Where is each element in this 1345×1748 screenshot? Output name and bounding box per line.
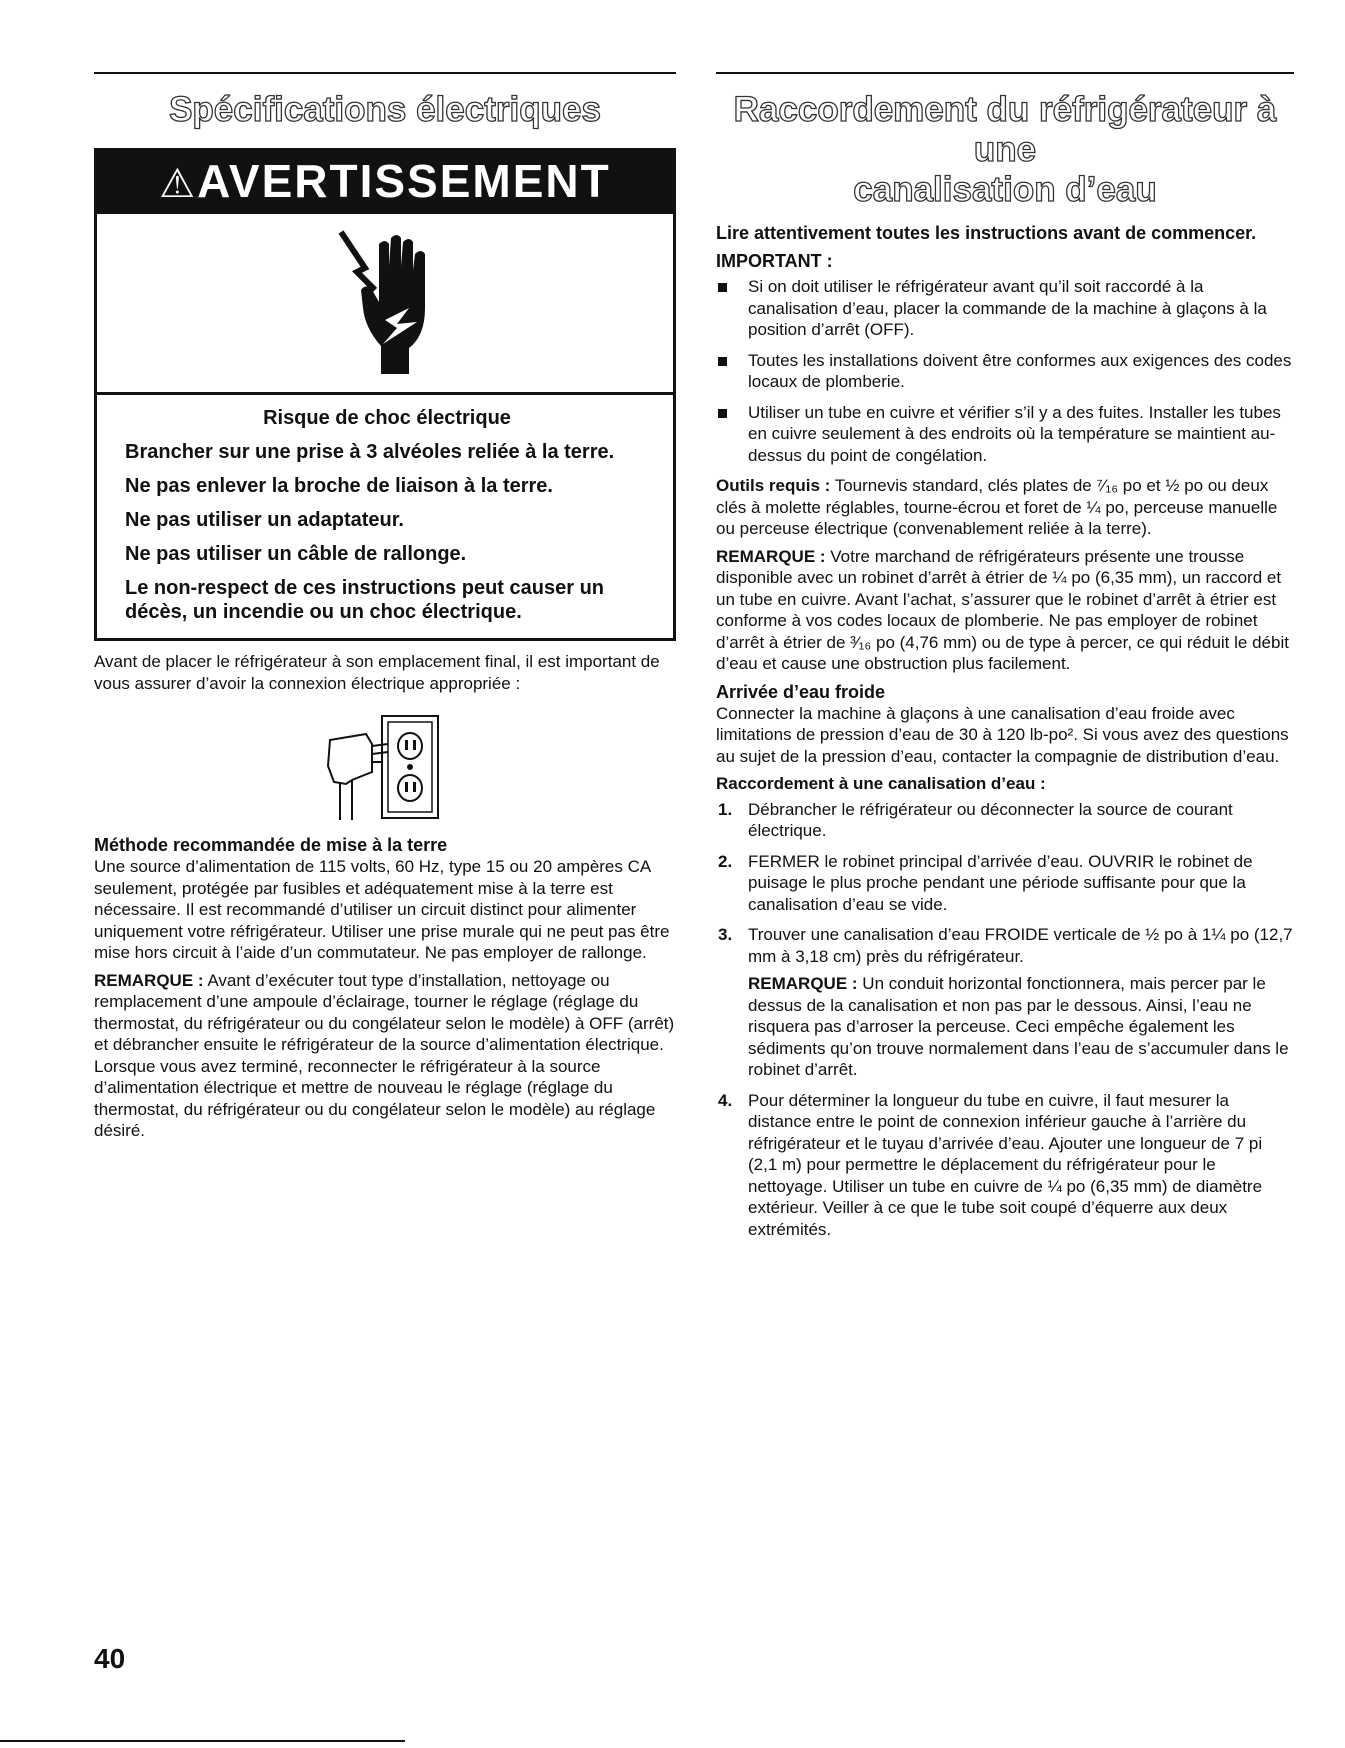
tools-label: Outils requis :: [716, 476, 831, 495]
left-note-paragraph: [94, 970, 676, 1142]
step-text: Pour déterminer la longueur du tube en cuivre, il faut mesurer la distance entre le point de connexion inférieur gauche à l’arrière du réfrigérateur et le tuyau d’arrivée d’eau. Ajouter une longueur de 7 pi (2,1 m) pour permettre le déplacement du réfrigérateur pour le nettoyage. Utiliser un tube en cuivre de ¼ po (6,35 mm) de diamètre extérieur. Veiller à ce que le tube soit coupé d’équerre aux deux extrémités.: [748, 1090, 1263, 1239]
note-text: Avant d’exécuter tout type d’installation, nettoyage ou remplacement d’une ampoule d’éclairage, tourner le réglage (réglage du thermostat, du réfrigérateur ou du congélateur selon le modèle) à OFF (arrêt) et débrancher ensuite le réfrigérateur de la source d’alimentation électrique. Lorsque vous avez terminé, reconnecter le réfrigérateur à la source d’alimentation électrique et mettre de nouveau le réglage (réglage du thermostat, du réfrigérateur ou du congélateur selon le modèle) au réglage désiré.: [94, 970, 675, 1140]
method-heading: Méthode recommandée de mise à la terre: [94, 835, 448, 855]
top-rule: [716, 72, 1294, 74]
cold-water-heading: Arrivée d’eau froide: [716, 681, 886, 702]
step-number: 3.: [718, 925, 733, 944]
tools-text: Tournevis standard, clés plates de ⁷⁄₁₆ po et ½ po ou deux clés à molette réglables, tourne-écrou et foret de ¼ po, perceuse manuelle ou perceuse électrique (convenablement reliée à la terre).: [716, 476, 1278, 538]
note-text: Votre marchand de réfrigérateurs présente une trousse disponible avec un robinet d’arrêt à étrier de ¼ po (6,35 mm), un raccord et un tube en cuivre. Avant l’achat, s’assurer que le robinet d’arrêt à étrier est conforme à vos codes locaux de plomberie. Ne pas employer de robinet d’arrêt à étrier de ³⁄₁₆ po (4,76 mm) ou de type à percer, ce qui réduit le débit d’eau et cause une obstruction plus facilement.: [716, 546, 1289, 673]
cold-water-paragraph: Connecter la machine à glaçons à une canalisation d’eau froide avec limitations de pression d’eau de 30 à 120 lb-po². Si vous avez des questions au sujet de la pression d’eau, contacter la compagnie de distribution d’eau.: [716, 703, 1289, 766]
warning-line: Ne pas enlever la broche de liaison à la terre.: [125, 475, 553, 497]
step-item: [716, 1090, 1294, 1241]
warning-header-text: AVERTISSEMENT: [197, 155, 611, 207]
note-text: Un conduit horizontal fonctionnera, mais percer par le dessus de la canalisation et non pas par le dessous. Ainsi, l’eau ne risquera pas d’arroser la perceuse. Ceci empêche également les sédiments qu’on trouve normalement dans l’eau de s’accumuler dans le robinet d’arrêt.: [748, 974, 1289, 1079]
method-paragraph: Une source d’alimentation de 115 volts, 60 Hz, type 15 ou 20 ampères CA seulement, protégée par fusibles et adéquatement mise à la terre est nécessaire. Il est recommandé d’utiliser un circuit distinct pour alimenter uniquement votre réfrigérateur. Utiliser une prise murale qui ne peut pas être mise hors circuit à l’aide d’un commutateur. Ne pas employer de rallonge.: [94, 857, 670, 962]
note-label: REMARQUE :: [748, 974, 858, 993]
important-list: [716, 276, 1294, 466]
step-text: FERMER le robinet principal d’arrivée d’eau. OUVRIR le robinet de puisage le plus proche pendant une période suffisante pour que la canalisation d’eau se vide.: [748, 851, 1253, 914]
section-title-line: Raccordement du réfrigérateur à une: [733, 90, 1277, 169]
page-number: 40: [94, 1643, 126, 1674]
warning-triangle-icon: ⚠: [159, 162, 198, 206]
section-title-electrical: Spécifications électriques: [169, 90, 601, 129]
step-note: [748, 973, 1294, 1081]
steps-list: [716, 799, 1294, 1241]
step-number: 2.: [718, 851, 733, 871]
warning-box: [94, 148, 676, 641]
step-number: 4.: [718, 1090, 733, 1110]
warning-text: [97, 395, 673, 638]
important-label: IMPORTANT :: [716, 251, 833, 271]
top-rule: [94, 72, 676, 74]
step-item: [716, 851, 1294, 916]
right-note-paragraph: [716, 546, 1294, 675]
electric-shock-hand-icon: [335, 228, 445, 378]
warning-line: Le non-respect de ces instructions peut causer un décès, un incendie ou un choc électrique.: [125, 577, 605, 623]
grounded-outlet-plug-icon: [316, 710, 456, 822]
step-number: 1.: [718, 799, 733, 819]
right-column: [716, 72, 1294, 1249]
warning-line: Ne pas utiliser un adaptateur.: [125, 509, 404, 531]
connect-heading: Raccordement à une canalisation d’eau :: [716, 774, 1046, 793]
section-title-water: [716, 90, 1294, 210]
warning-line: Brancher sur une prise à 3 alvéoles reliée à la terre.: [125, 441, 615, 463]
list-item: Utiliser un tube en cuivre et vérifier s’il y a des fuites. Installer les tubes en cuivre seulement à des endroits où la température se maintient au-dessus du point de congélation.: [716, 402, 1294, 467]
left-column: [94, 72, 676, 1142]
step-text: Débrancher le réfrigérateur ou déconnecter la source de courant électrique.: [748, 799, 1233, 840]
warning-image-area: [97, 214, 673, 395]
warning-line: Ne pas utiliser un câble de rallonge.: [125, 543, 467, 565]
step-item: [716, 799, 1294, 842]
warning-header: [97, 151, 673, 214]
intro-paragraph: Avant de placer le réfrigérateur à son emplacement final, il est important de vous assurer d’avoir la connexion électrique appropriée :: [94, 652, 660, 693]
step-text: Trouver une canalisation d’eau FROIDE verticale de ½ po à 1¼ po (12,7 mm à 3,18 cm) près du réfrigérateur.: [748, 925, 1293, 966]
list-item: Si on doit utiliser le réfrigérateur avant qu’il soit raccordé à la canalisation d’eau, placer la commande de la machine à glaçons à la position d’arrêt (OFF).: [716, 276, 1294, 341]
tools-paragraph: [716, 475, 1294, 540]
note-label: REMARQUE :: [716, 546, 826, 566]
section-title-line: canalisation d’eau: [853, 170, 1157, 209]
bottom-rule: [0, 1740, 405, 1742]
outlet-figure: [94, 710, 676, 822]
warning-subtitle: Risque de choc électrique: [263, 407, 511, 429]
read-first-heading: Lire attentivement toutes les instructions avant de commencer.: [716, 223, 1257, 243]
note-label: REMARQUE :: [94, 970, 204, 990]
step-item: [716, 924, 1294, 1081]
list-item: Toutes les installations doivent être conformes aux exigences des codes locaux de plomberie.: [716, 350, 1294, 393]
